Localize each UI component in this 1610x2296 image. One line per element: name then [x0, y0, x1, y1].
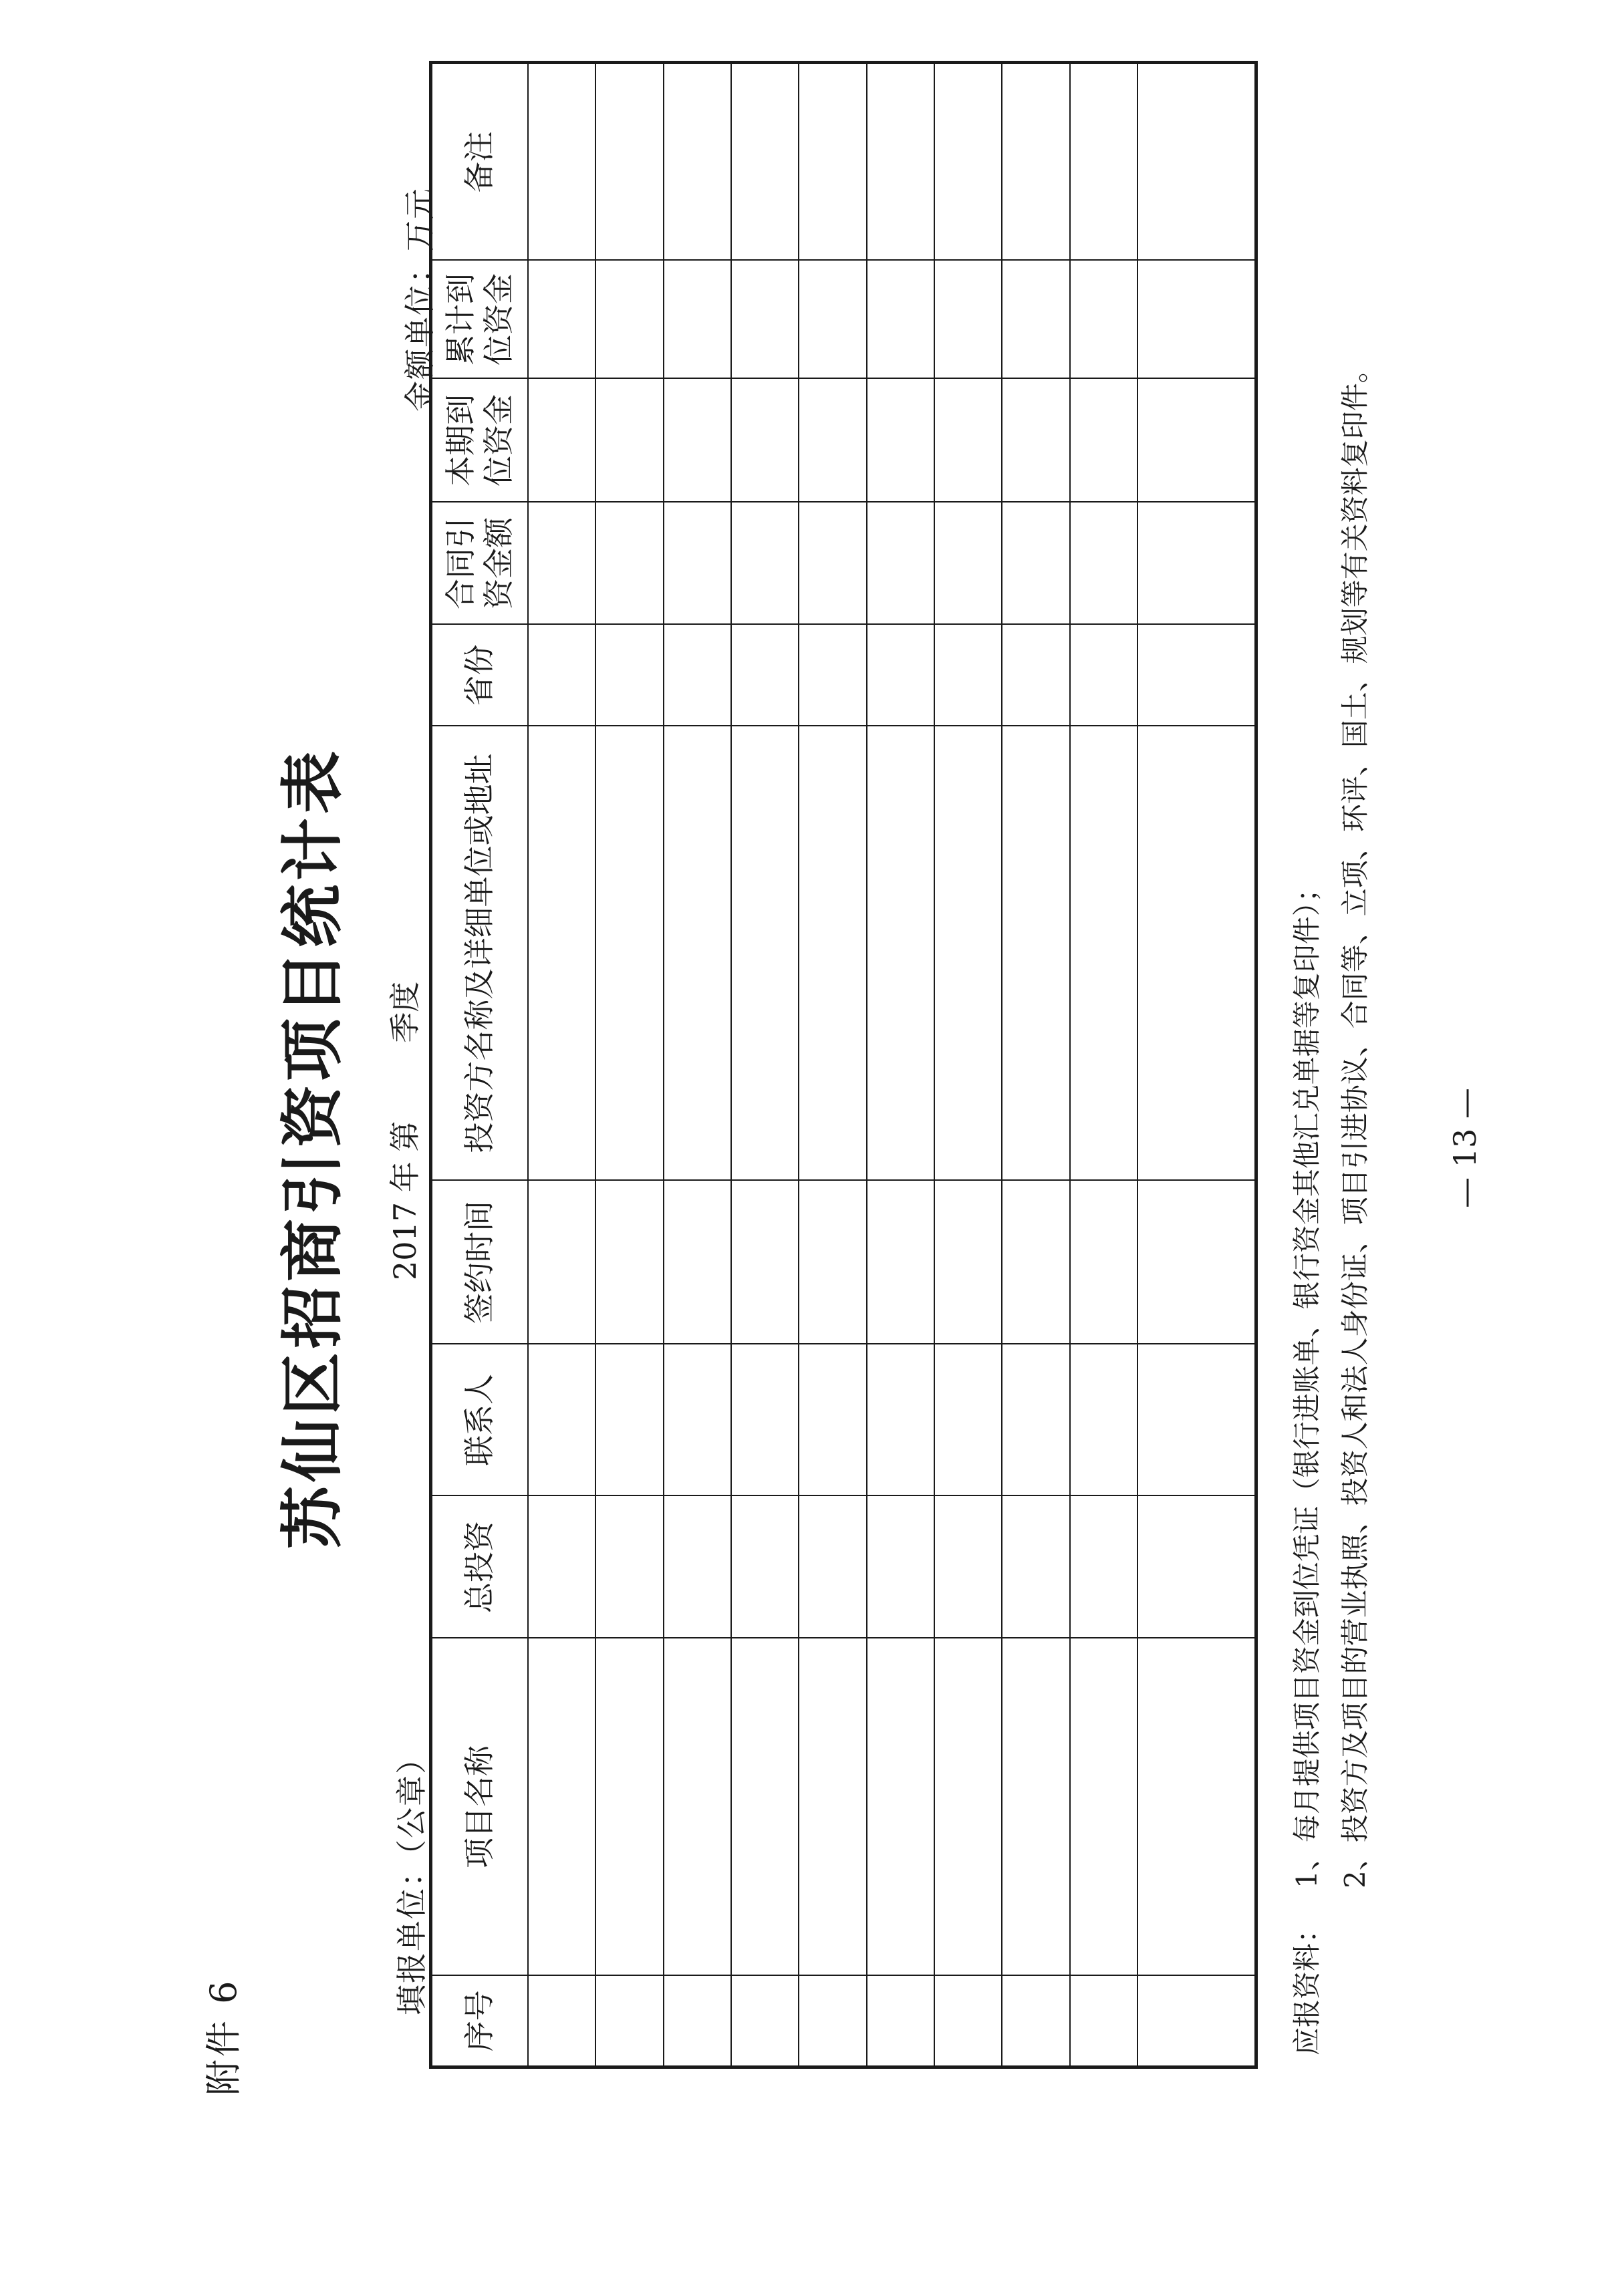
table-cell — [528, 1496, 595, 1638]
table-cell — [528, 1181, 595, 1344]
table-cell — [1002, 726, 1069, 1181]
table-row — [934, 63, 1002, 2067]
table-cell — [664, 1181, 731, 1344]
header-contract-amount: 合同引 资金额 — [431, 503, 529, 625]
table-cell — [595, 1496, 663, 1638]
table-cell — [595, 726, 663, 1181]
table-cell — [867, 625, 934, 726]
notes-section — [1283, 355, 1379, 2055]
table-cell — [1070, 625, 1137, 726]
header-cumulative-funds: 累计到 位资金 — [431, 261, 529, 379]
table-cell — [867, 63, 934, 261]
table-cell — [664, 1344, 731, 1496]
header-investor-name-address: 投资方名称及详细单位或地址 — [431, 726, 529, 1181]
table-cell — [1002, 1181, 1069, 1344]
header-index: 序号 — [431, 1976, 529, 2067]
table-cell — [731, 1344, 799, 1496]
table-cell — [595, 1344, 663, 1496]
table-cell — [664, 625, 731, 726]
note-item-1: 1、每月提供项目资金到位凭证（银行进账单、银行资金其他汇兑单据等复印件）； — [1291, 874, 1323, 1888]
table-row — [1002, 63, 1069, 2067]
table-cell — [595, 261, 663, 379]
table-cell — [934, 1181, 1002, 1344]
table-cell — [799, 1181, 866, 1344]
note-row-2 — [1331, 355, 1379, 2055]
table-cell — [1002, 63, 1069, 261]
header-total-investment: 总投资 — [431, 1496, 529, 1638]
table-cell — [1137, 379, 1256, 503]
money-unit-label: 金额单位：万元 — [402, 187, 438, 412]
table-cell — [528, 1638, 595, 1976]
table-cell — [664, 63, 731, 261]
table-cell — [528, 726, 595, 1181]
table-cell — [731, 1976, 799, 2067]
table-cell — [799, 503, 866, 625]
table-cell — [595, 379, 663, 503]
table-cell — [595, 1181, 663, 1344]
statistics-table — [429, 61, 1258, 2069]
table-cell — [731, 1496, 799, 1638]
table-cell — [934, 503, 1002, 625]
table-cell — [1137, 1344, 1256, 1496]
table-cell — [934, 625, 1002, 726]
table-cell — [1137, 1976, 1256, 2067]
table-row — [528, 63, 595, 2067]
header-remarks: 备注 — [431, 63, 529, 261]
table-cell — [1070, 1344, 1137, 1496]
table-cell — [595, 1638, 663, 1976]
reporting-period — [381, 982, 425, 1280]
table-cell — [664, 261, 731, 379]
table-cell — [1070, 1181, 1137, 1344]
table-cell — [934, 1496, 1002, 1638]
table-cell — [595, 625, 663, 726]
table-cell — [1002, 1496, 1069, 1638]
table-cell — [1002, 503, 1069, 625]
header-province: 省份 — [431, 625, 529, 726]
table-row — [799, 63, 866, 2067]
table-cell — [664, 379, 731, 503]
table-cell — [1070, 1496, 1137, 1638]
table-cell — [867, 503, 934, 625]
table-cell — [731, 379, 799, 503]
attachment-label: 附件 6 — [203, 1978, 245, 2096]
fill-unit-label: 填报单位：（公章） — [394, 1742, 430, 2015]
table-cell — [731, 1638, 799, 1976]
table-cell — [934, 379, 1002, 503]
table-row — [664, 63, 731, 2067]
table-cell — [1137, 1496, 1256, 1638]
period-year-suffix: 年 第 — [387, 1121, 423, 1193]
table-cell — [1070, 726, 1137, 1181]
table-cell — [799, 1638, 866, 1976]
table-cell — [1137, 625, 1256, 726]
header-project-name: 项目名称 — [431, 1638, 529, 1976]
table-cell — [731, 503, 799, 625]
table-cell — [799, 261, 866, 379]
table-row — [595, 63, 663, 2067]
table-cell — [528, 63, 595, 261]
table-cell — [799, 379, 866, 503]
table-cell — [867, 261, 934, 379]
table-cell — [1070, 63, 1137, 261]
table-cell — [1137, 726, 1256, 1181]
table-cell — [1070, 379, 1137, 503]
table-cell — [799, 1496, 866, 1638]
page-number: — 13 — — [1447, 1088, 1483, 1208]
table-cell — [731, 63, 799, 261]
table-cell — [867, 1181, 934, 1344]
table-cell — [664, 1496, 731, 1638]
table-cell — [799, 1976, 866, 2067]
table-cell — [595, 63, 663, 261]
table-cell — [799, 63, 866, 261]
page-title: 苏仙区招商引资项目统计表 — [276, 747, 350, 1550]
table-cell — [934, 1976, 1002, 2067]
table-cell — [867, 1496, 934, 1638]
table-cell — [1002, 625, 1069, 726]
table-cell — [934, 726, 1002, 1181]
table-cell — [934, 63, 1002, 261]
table-row — [731, 63, 799, 2067]
table-cell — [1070, 1976, 1137, 2067]
period-quarter-suffix: 季度 — [387, 981, 423, 1043]
table-cell — [1070, 503, 1137, 625]
table-cell — [934, 1344, 1002, 1496]
table-cell — [1070, 261, 1137, 379]
table-cell — [799, 1344, 866, 1496]
table-cell — [867, 1344, 934, 1496]
table-cell — [799, 625, 866, 726]
table-cell — [799, 726, 866, 1181]
table-cell — [867, 1976, 934, 2067]
table-cell — [867, 726, 934, 1181]
table-cell — [664, 1638, 731, 1976]
table-cell — [1137, 63, 1256, 261]
notes-label: 应报资料： — [1291, 1914, 1323, 2055]
table-cell — [731, 1181, 799, 1344]
table-cell — [934, 261, 1002, 379]
table-cell — [595, 1976, 663, 2067]
note-item-2: 2、投资方及项目的营业执照、投资人和法人身份证、项目引进协议、合同等、立项、环评、国土、规划等有关资料复印件。 — [1339, 355, 1371, 1888]
table-cell — [867, 379, 934, 503]
table-body — [528, 63, 1256, 2067]
table-cell — [731, 625, 799, 726]
table-cell — [1002, 379, 1069, 503]
table-row — [867, 63, 934, 2067]
table-cell — [528, 379, 595, 503]
header-current-funds: 本期到 位资金 — [431, 379, 529, 503]
table-cell — [664, 726, 731, 1181]
table-cell — [1002, 261, 1069, 379]
table-header-row — [431, 63, 529, 2067]
period-year: 2017 — [387, 1201, 423, 1280]
table-cell — [595, 503, 663, 625]
table-cell — [1137, 1638, 1256, 1976]
header-contact: 联系人 — [431, 1344, 529, 1496]
table-cell — [1137, 503, 1256, 625]
table-cell — [664, 1976, 731, 2067]
table-cell — [1070, 1638, 1137, 1976]
table-cell — [1002, 1344, 1069, 1496]
table-cell — [1137, 261, 1256, 379]
table-cell — [867, 1638, 934, 1976]
table-row — [1070, 63, 1137, 2067]
table-cell — [1002, 1638, 1069, 1976]
table-row — [1137, 63, 1256, 2067]
table-cell — [528, 503, 595, 625]
table-cell — [934, 1638, 1002, 1976]
table-cell — [1002, 1976, 1069, 2067]
table-cell — [528, 625, 595, 726]
table-cell — [1137, 1181, 1256, 1344]
table-cell — [528, 1344, 595, 1496]
table-cell — [664, 503, 731, 625]
table-cell — [528, 1976, 595, 2067]
note-row-1 — [1283, 355, 1331, 2055]
table-cell — [731, 726, 799, 1181]
table-cell — [528, 261, 595, 379]
header-signing-time: 签约时间 — [431, 1181, 529, 1344]
table-cell — [731, 261, 799, 379]
